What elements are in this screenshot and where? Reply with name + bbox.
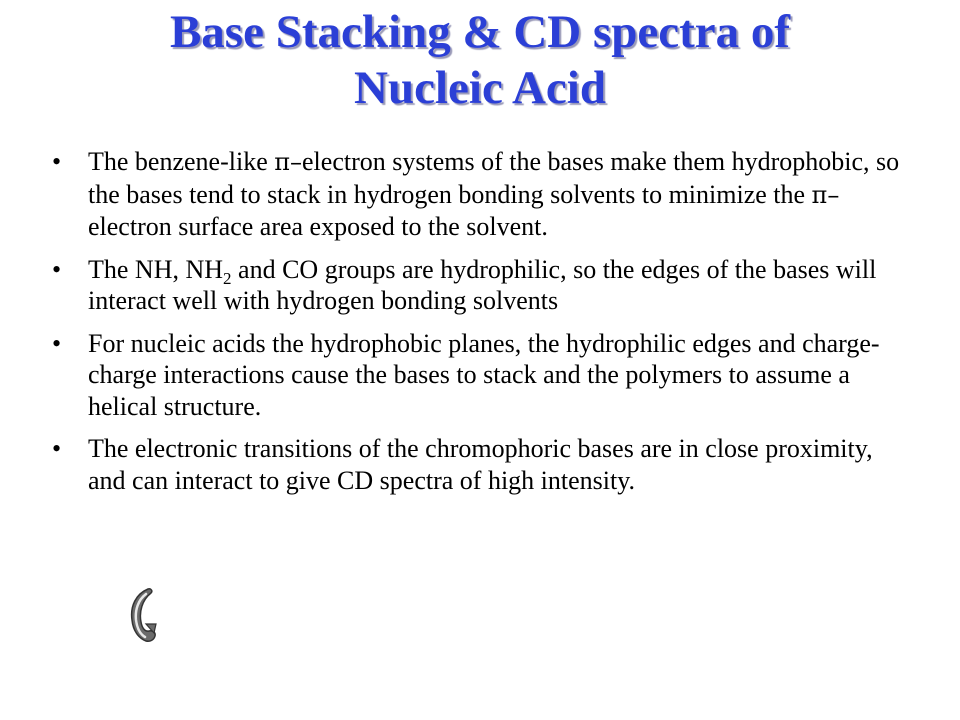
bullet-text-part: and CO groups are hydrophilic, so the edges of the bases will interact well with hydrogen bonding solvents <box>88 254 877 315</box>
bullet-marker: • <box>52 434 62 463</box>
bullet-text-part: The NH, NH <box>88 254 224 284</box>
bullet-item-helical-structure <box>48 328 908 423</box>
slide-title <box>0 4 960 116</box>
bullet-text: For nucleic acids the hydrophobic planes, the hydrophilic edges and charge-charge interactions cause the bases to stack and the polymers to assume a helical structure. <box>88 328 880 421</box>
subscript-2: 2 <box>223 268 232 288</box>
bullet-item-cd-spectra <box>48 433 908 496</box>
bullet-marker: • <box>52 147 62 176</box>
slide-title-line-1: Base Stacking & CD spectra of <box>169 6 791 58</box>
bullet-text-part: electron surface area exposed to the solvent. <box>88 212 548 241</box>
bullet-text: The electronic transitions of the chromophoric bases are in close proximity, and can interact to give CD spectra of high intensity. <box>88 434 873 495</box>
bullet-item-pi-electron <box>48 146 908 243</box>
slide-title-line-2: Nucleic Acid <box>354 62 606 114</box>
bullet-list <box>48 146 908 507</box>
curled-arrow-icon[interactable] <box>124 586 160 644</box>
bullet-text-part: The benzene-like <box>88 147 275 176</box>
bullet-item-hydrophilic-groups <box>48 254 908 317</box>
pi-symbol: π– <box>274 148 303 176</box>
bullet-marker: • <box>52 254 62 284</box>
bullet-text-part: electron systems of the bases make them hydrophobic, so the bases tend to stack in hydrogen bonding solvents to minimize the <box>88 147 900 209</box>
pi-symbol: π– <box>811 180 840 209</box>
bullet-marker: • <box>52 328 62 358</box>
